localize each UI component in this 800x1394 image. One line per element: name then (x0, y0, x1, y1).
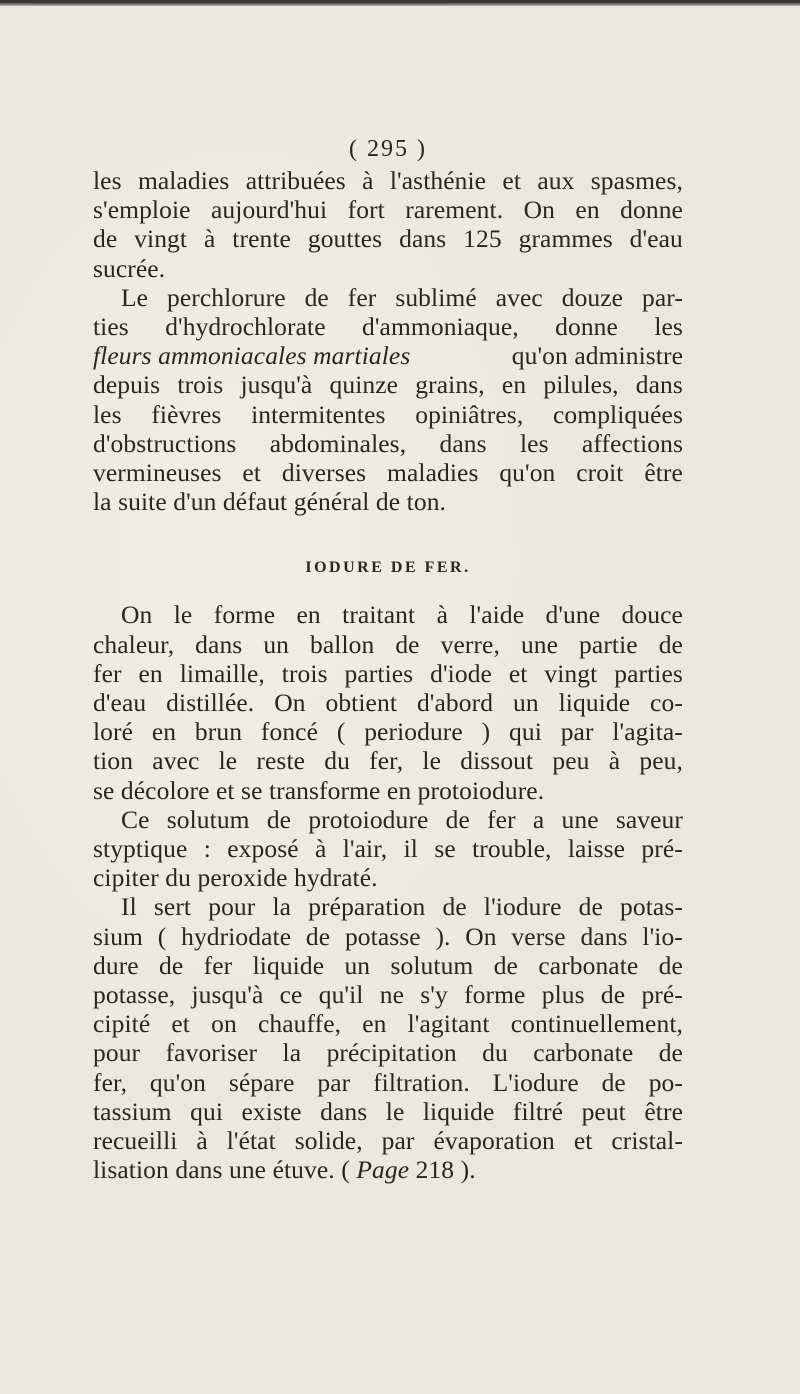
book-page (0, 6, 800, 1394)
text-line: recueilli à l'état solide, par évaporation et cristal- (93, 1126, 683, 1156)
text-line: d'obstructions abdominales, dans les affections (93, 428, 683, 458)
paragraph-solutum (93, 805, 683, 893)
text-line: Le perchlorure de fer sublimé avec douze par- (121, 282, 683, 312)
text-line: potasse, jusqu'à ce qu'il ne s'y forme plus de pré- (93, 980, 683, 1010)
text-line: pour favoriser la précipitation du carbonate de (93, 1038, 683, 1068)
text-line: vermineuses et diverses maladies qu'on croit être (93, 458, 683, 488)
section-heading: IODURE DE FER. (305, 559, 471, 577)
text-line: fer, qu'on sépare par filtration. L'iodure de po- (93, 1067, 683, 1097)
text-line: se décolore et se transforme en protoiodure. (93, 775, 545, 805)
paragraph-asthenie (93, 166, 683, 283)
text-line: s'emploie aujourd'hui fort rarement. On en donne (93, 195, 683, 225)
page-text-block (93, 134, 683, 1185)
page-reference-number: 218 ). (409, 1155, 476, 1185)
text-line: cipité et on chauffe, en l'agitant continuellement, (93, 1009, 683, 1039)
text-line: chaleur, dans un ballon de verre, une partie de (93, 629, 683, 659)
text-fragment: lisation dans une étuve. ( (93, 1155, 357, 1185)
text-line: fer en limaille, trois parties d'iode et vingt parties (93, 658, 683, 688)
text-line: d'eau distillée. On obtient d'abord un liquide co- (93, 688, 683, 718)
text-line: tassium qui existe dans le liquide filtré peut être (93, 1096, 683, 1126)
text-line: loré en brun foncé ( periodure ) qui par l'agita- (93, 717, 683, 747)
paragraph-iodure-potassium (93, 892, 683, 1184)
text-line: Il sert pour la préparation de l'iodure de potas- (121, 892, 683, 922)
text-line: depuis trois jusqu'à quinze grains, en pilules, dans (93, 370, 683, 400)
text-line: sucrée. (93, 253, 166, 283)
text-line: dure de fer liquide un solutum de carbonate de (93, 950, 683, 980)
text-line: de vingt à trente gouttes dans 125 grammes d'eau (93, 224, 683, 254)
text-line: styptique : exposé à l'air, il se trouble, laisse pré- (93, 834, 683, 864)
page-number: ( 295 ) (349, 136, 427, 162)
text-fragment: qu'on administre (511, 341, 683, 371)
paragraph-preparation (93, 600, 683, 804)
italic-term: fleurs ammoniacales martiales (93, 341, 411, 371)
text-line: sium ( hydriodate de potasse ). On verse dans l'io- (93, 921, 683, 951)
text-line: tion avec le reste du fer, le dissout peu à peu, (93, 746, 683, 776)
text-line: Ce solutum de protoiodure de fer a une saveur (121, 804, 683, 834)
text-line-with-italic (93, 341, 683, 370)
text-line: On le forme en traitant à l'aide d'une douce (121, 600, 683, 630)
text-line: les fièvres intermitentes opiniâtres, compliquées (93, 399, 683, 429)
text-line: ties d'hydrochlorate d'ammoniaque, donne les (93, 312, 683, 342)
text-line: cipiter du peroxide hydraté. (93, 863, 378, 893)
text-line-with-reference (93, 1155, 683, 1184)
text-line: la suite d'un défaut général de ton. (93, 487, 447, 517)
paragraph-perchlorure (93, 283, 683, 517)
text-line: les maladies attribuées à l'asthénie et aux spasmes, (93, 166, 683, 195)
page-reference-label: Page (356, 1155, 410, 1185)
